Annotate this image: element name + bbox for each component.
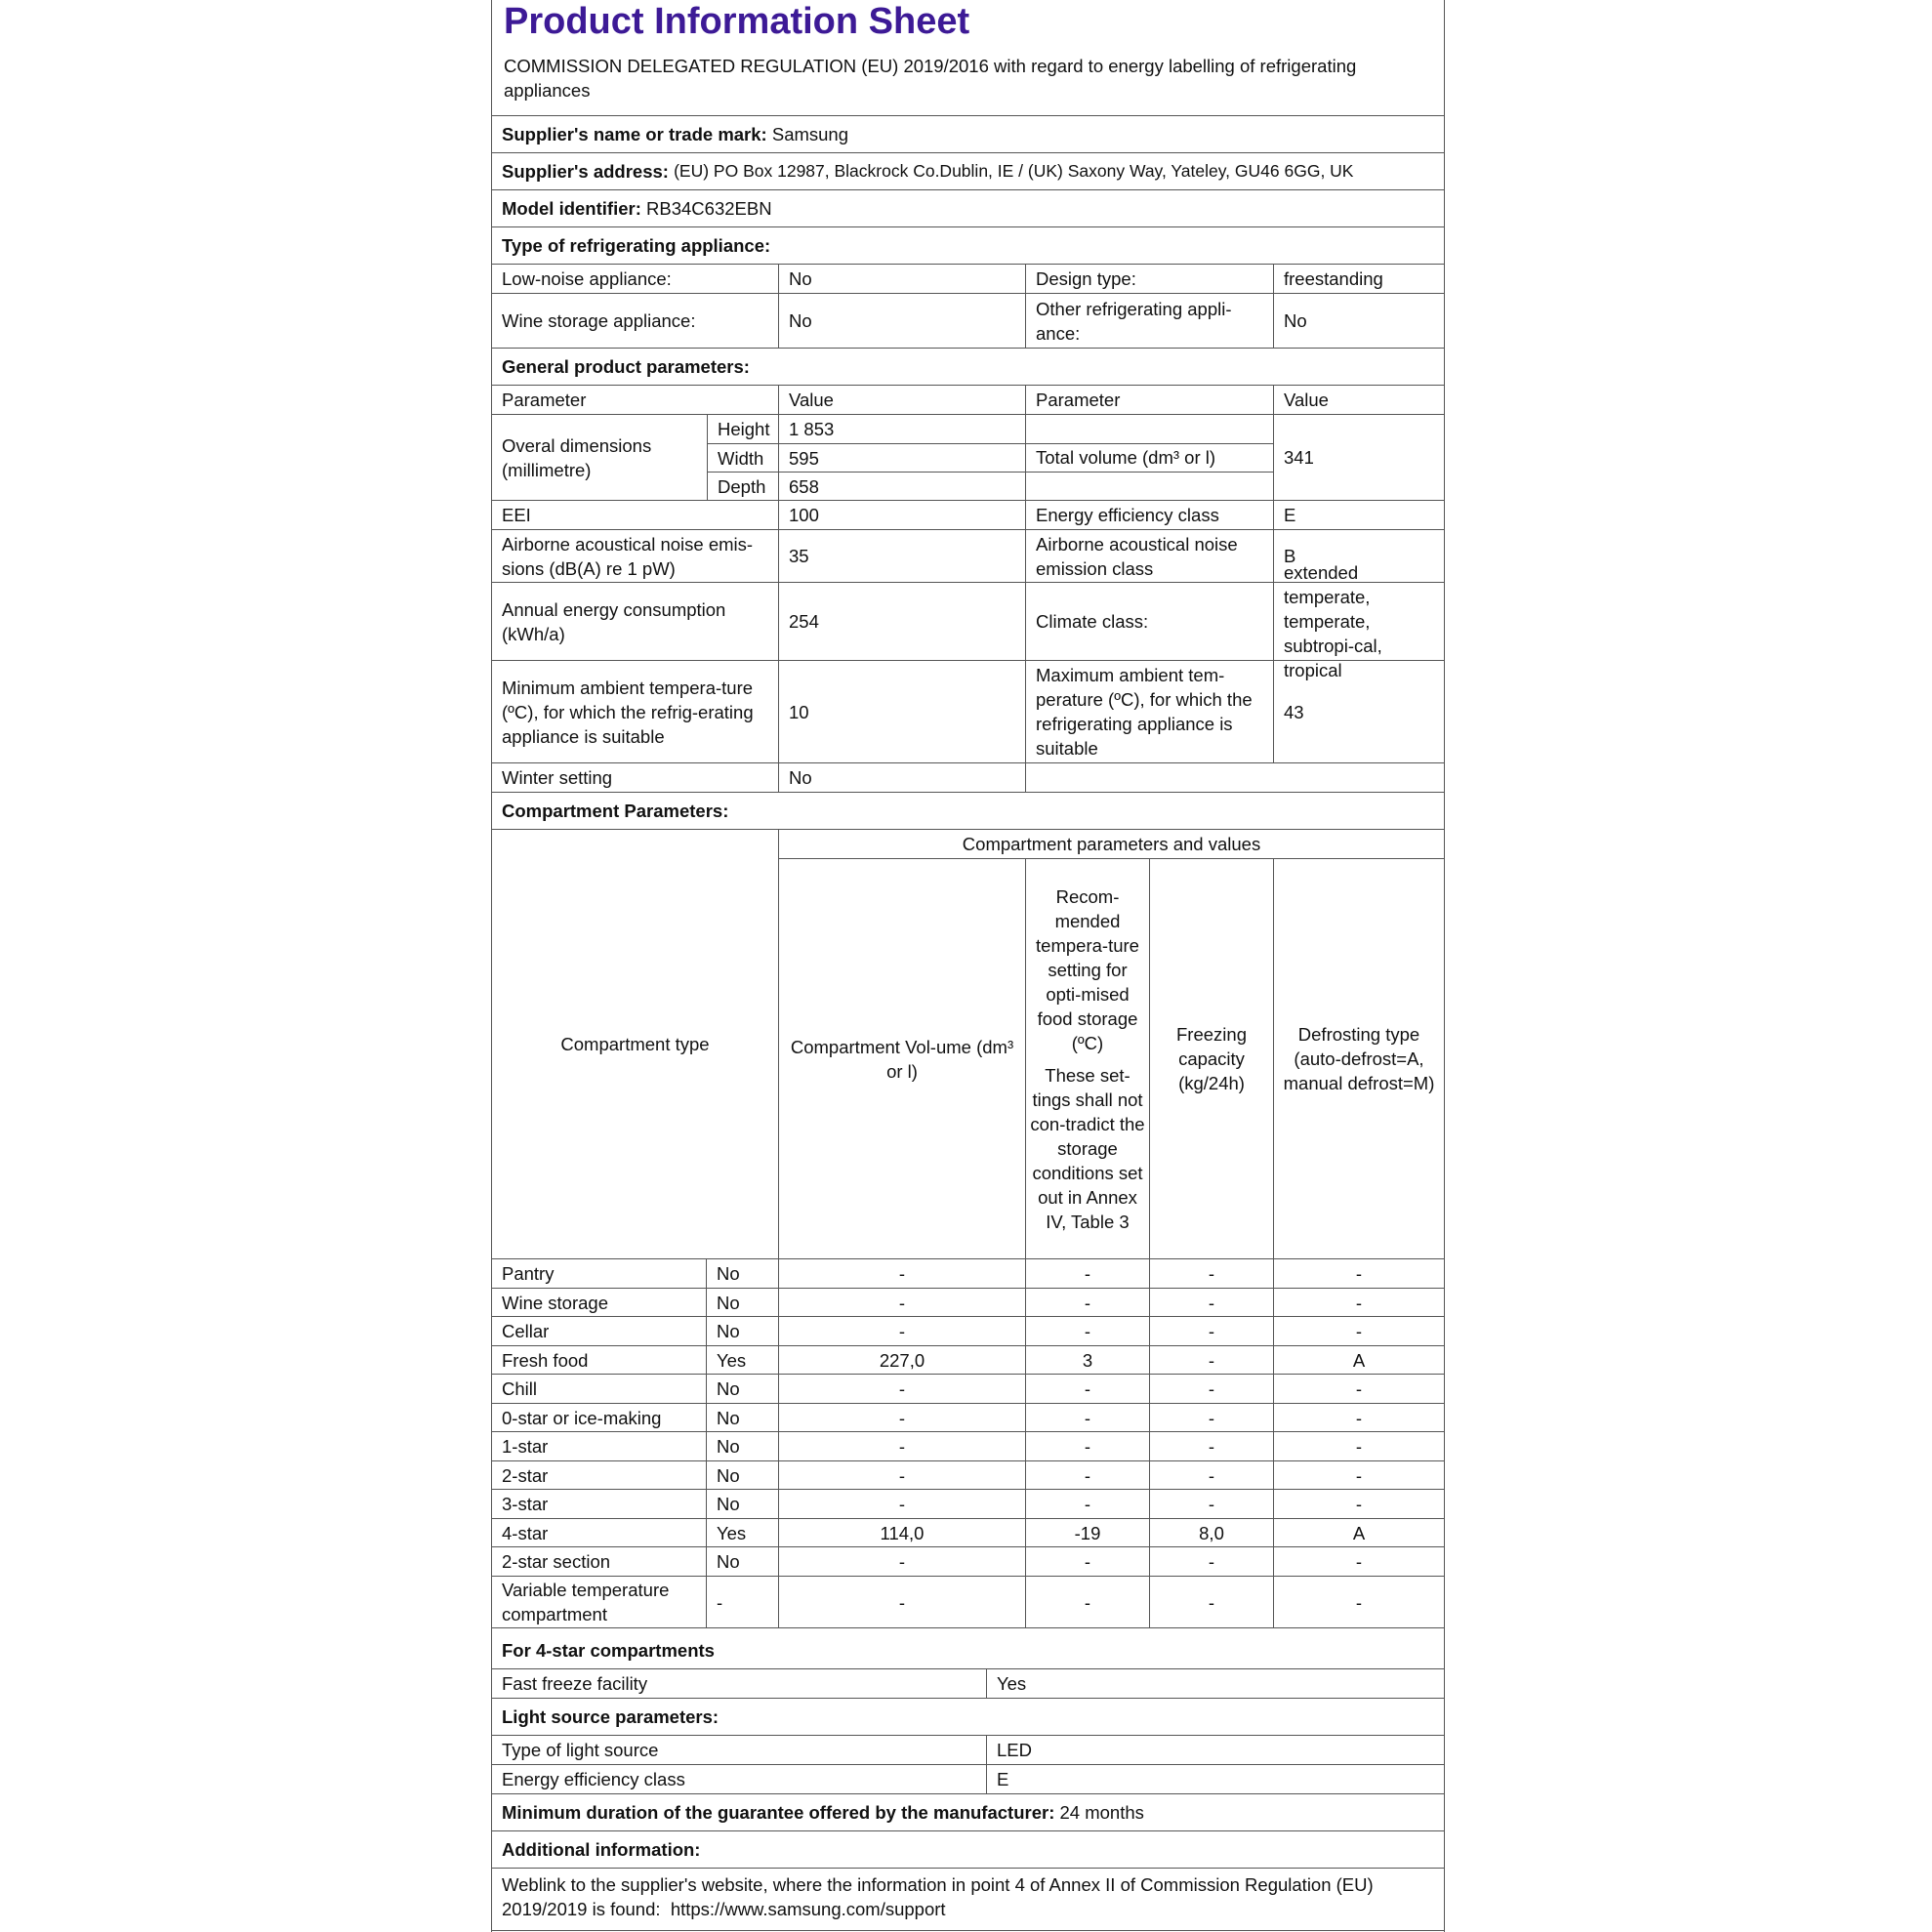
supplier-address-value: (EU) PO Box 12987, Blackrock Co.Dublin, IE / (UK) Saxony Way, Yateley, GU46 6GG, UK xyxy=(674,161,1354,181)
additional-heading-row xyxy=(492,1831,1444,1869)
compartment-defrost: - xyxy=(1273,1432,1444,1460)
compartment-volume: - xyxy=(778,1490,1025,1518)
compartment-name: 4-star xyxy=(502,1522,549,1543)
type-row-1 xyxy=(492,265,1444,294)
light-class-label: Energy efficiency class xyxy=(502,1769,685,1789)
parameter-header: Parameter xyxy=(502,390,587,410)
dimensions-label: Overal dimensions (millimetre) xyxy=(502,434,652,480)
compartment-name: Cellar xyxy=(502,1321,550,1341)
compartment-name: Fresh food xyxy=(502,1349,589,1371)
recommended-temp-header-text: Recom-mended tempera-ture setting for opti-mised food storage (ºC) xyxy=(1036,885,1139,1053)
light-heading: Light source parameters: xyxy=(502,1706,719,1727)
compartment-name: 2-star xyxy=(502,1464,549,1486)
depth-label: Depth xyxy=(707,473,778,501)
compartment-row xyxy=(492,1577,1444,1628)
compartment-row xyxy=(492,1289,1444,1317)
model-row xyxy=(492,190,1444,227)
supplier-name-value: Samsung xyxy=(771,124,849,144)
annual-energy-label: Annual energy consumption (kWh/a) xyxy=(502,598,726,644)
winter-setting-label: Winter setting xyxy=(502,767,613,788)
parameter-header-2: Parameter xyxy=(1025,386,1273,414)
compartment-name: 3-star xyxy=(502,1494,549,1514)
total-volume-value: 341 xyxy=(1273,415,1444,500)
compartment-volume: - xyxy=(778,1547,1025,1576)
regulation-text: COMMISSION DELEGATED REGULATION (EU) 2019/2016 with regard to energy labelling of refrigerating appliances xyxy=(504,56,1357,101)
max-ambient-temp-value: 43 xyxy=(1273,661,1444,762)
recommended-temp-header xyxy=(1025,859,1149,1258)
width-value: 595 xyxy=(778,444,1025,472)
compartment-temp: - xyxy=(1025,1375,1149,1403)
climate-class-label: Climate class: xyxy=(1025,583,1273,660)
height-value: 1 853 xyxy=(778,415,1025,443)
compartment-volume: - xyxy=(778,1461,1025,1489)
compartment-temp: - xyxy=(1025,1259,1149,1288)
low-noise-value: No xyxy=(778,265,1025,293)
general-heading: General product parameters: xyxy=(502,356,750,377)
fast-freeze-value: Yes xyxy=(986,1669,1444,1698)
compartment-header xyxy=(492,830,1444,1259)
weblink-row xyxy=(492,1869,1444,1931)
min-ambient-temp-label: Minimum ambient tempera-ture (ºC), for which the refrig-erating appliance is suitable xyxy=(502,677,754,747)
compartment-temp: - xyxy=(1025,1289,1149,1316)
climate-class-value: extended temperate, temperate, subtropi-cal, tropical xyxy=(1273,583,1444,660)
compartment-freezing: - xyxy=(1149,1317,1273,1345)
noise-class-label: Airborne acoustical noise emission class xyxy=(1025,530,1273,582)
compartment-name: Pantry xyxy=(502,1263,555,1284)
compartment-volume: 227,0 xyxy=(778,1346,1025,1374)
compartment-present: No xyxy=(706,1490,778,1518)
compartment-temp: - xyxy=(1025,1461,1149,1489)
compartment-volume: - xyxy=(778,1432,1025,1460)
type-row-2 xyxy=(492,294,1444,349)
compartment-present: No xyxy=(706,1432,778,1460)
annual-energy-value: 254 xyxy=(778,583,1025,660)
compartment-defrost: - xyxy=(1273,1461,1444,1489)
four-star-heading: For 4-star compartments xyxy=(502,1640,715,1661)
four-star-heading-row xyxy=(492,1632,1444,1669)
compartment-defrost: - xyxy=(1273,1317,1444,1345)
compartment-temp: - xyxy=(1025,1490,1149,1518)
compartment-row xyxy=(492,1519,1444,1547)
compartment-defrost: A xyxy=(1273,1519,1444,1546)
compartment-freezing: - xyxy=(1149,1404,1273,1431)
guarantee-row xyxy=(492,1794,1444,1831)
ambient-temp-row xyxy=(492,661,1444,763)
compartment-defrost: - xyxy=(1273,1289,1444,1316)
fast-freeze-label: Fast freeze facility xyxy=(502,1673,648,1694)
compartment-volume-header: Compartment Vol-ume (dm³ or l) xyxy=(778,859,1025,1258)
compartment-defrost: A xyxy=(1273,1346,1444,1374)
compartment-present: No xyxy=(706,1375,778,1403)
light-class-value: E xyxy=(986,1765,1444,1793)
low-noise-label: Low-noise appliance: xyxy=(502,268,672,289)
supplier-name-label: Supplier's name or trade mark: xyxy=(502,124,767,144)
dimensions-block xyxy=(492,415,1444,501)
compartment-row xyxy=(492,1432,1444,1461)
compartment-row xyxy=(492,1317,1444,1346)
guarantee-label: Minimum duration of the guarantee offered by the manufacturer: xyxy=(502,1802,1055,1823)
supplier-name-row xyxy=(492,116,1444,153)
energy-class-label: Energy efficiency class xyxy=(1025,501,1273,529)
compartment-defrost: - xyxy=(1273,1547,1444,1576)
design-type-value: freestanding xyxy=(1273,265,1444,293)
light-type-label: Type of light source xyxy=(502,1740,659,1760)
compartment-present: Yes xyxy=(706,1346,778,1374)
energy-class-value: E xyxy=(1273,501,1444,529)
compartment-freezing: - xyxy=(1149,1346,1273,1374)
other-appliance-value: No xyxy=(1273,294,1444,348)
width-label: Width xyxy=(707,444,778,472)
winter-setting-empty xyxy=(1025,763,1444,792)
compartment-present: No xyxy=(706,1404,778,1431)
compartment-name: Wine storage xyxy=(502,1292,608,1313)
min-ambient-temp-value: 10 xyxy=(778,661,1025,762)
freezing-capacity-header: Freezing capacity (kg/24h) xyxy=(1149,859,1273,1258)
defrost-type-header: Defrosting type (auto-defrost=A, manual defrost=M) xyxy=(1273,859,1444,1258)
compartment-temp: - xyxy=(1025,1404,1149,1431)
compartment-row xyxy=(492,1547,1444,1577)
wine-storage-value: No xyxy=(778,294,1025,348)
compartment-temp: - xyxy=(1025,1432,1149,1460)
compartment-temp: - xyxy=(1025,1547,1149,1576)
light-class-row xyxy=(492,1765,1444,1794)
compartment-row xyxy=(492,1461,1444,1490)
compartment-volume: 114,0 xyxy=(778,1519,1025,1546)
model-value: RB34C632EBN xyxy=(646,198,772,219)
compartment-row xyxy=(492,1375,1444,1404)
compartment-row xyxy=(492,1404,1444,1432)
eei-value: 100 xyxy=(778,501,1025,529)
general-header-row xyxy=(492,386,1444,415)
compartment-present: No xyxy=(706,1289,778,1316)
total-volume-label: Total volume (dm³ or l) xyxy=(1025,415,1273,500)
compartment-volume: - xyxy=(778,1317,1025,1345)
other-appliance-label: Other refrigerating appli-ance: xyxy=(1025,294,1273,348)
fast-freeze-row xyxy=(492,1669,1444,1699)
compartment-name: 0-star or ice-making xyxy=(502,1407,662,1428)
supplier-address-row xyxy=(492,153,1444,190)
compartment-type-header: Compartment type xyxy=(560,1034,710,1054)
noise-label: Airborne acoustical noise emis-sions (dB(A) re 1 pW) xyxy=(502,533,754,579)
noise-value: 35 xyxy=(778,530,1025,582)
compartment-row xyxy=(492,1490,1444,1519)
compartment-present: No xyxy=(706,1259,778,1288)
annual-energy-row xyxy=(492,562,1444,680)
noise-class-value: B xyxy=(1273,530,1444,582)
compartment-freezing: - xyxy=(1149,1490,1273,1518)
compartment-volume: - xyxy=(778,1289,1025,1316)
weblink-url[interactable]: https://www.samsung.com/support xyxy=(670,1899,946,1919)
type-heading-row xyxy=(492,227,1444,265)
value-header: Value xyxy=(778,386,1025,414)
height-label: Height xyxy=(707,415,778,443)
compartment-name: Variable temperature compartment xyxy=(502,1580,670,1624)
value-header-2: Value xyxy=(1273,386,1444,414)
wine-storage-label: Wine storage appliance: xyxy=(502,310,696,331)
design-type-label: Design type: xyxy=(1025,265,1273,293)
winter-setting-row xyxy=(492,763,1444,793)
compartment-freezing: - xyxy=(1149,1375,1273,1403)
weblink-text: Weblink to the supplier's website, where the information in point 4 of Annex II of Commission Regulation (EU) 2019/2019 is found: xyxy=(502,1874,1374,1919)
type-heading: Type of refrigerating appliance: xyxy=(502,235,771,256)
compartment-defrost: - xyxy=(1273,1404,1444,1431)
compartment-row xyxy=(492,1346,1444,1375)
compartment-group-header: Compartment parameters and values xyxy=(778,830,1444,859)
compartment-freezing: - xyxy=(1149,1461,1273,1489)
compartment-freezing: - xyxy=(1149,1432,1273,1460)
recommended-temp-header-note: These set-tings shall not con-tradict the storage conditions set out in Annex IV, Table 3 xyxy=(1030,1064,1145,1232)
compartment-volume: - xyxy=(778,1577,1025,1627)
sheet-header xyxy=(492,0,1444,116)
weblink-text-block xyxy=(502,1872,1424,1921)
additional-heading: Additional information: xyxy=(502,1839,701,1860)
compartment-present: - xyxy=(706,1577,778,1627)
compartment-freezing: 8,0 xyxy=(1149,1519,1273,1546)
compartment-defrost: - xyxy=(1273,1577,1444,1627)
compartment-present: No xyxy=(706,1461,778,1489)
light-type-row xyxy=(492,1736,1444,1765)
compartment-defrost: - xyxy=(1273,1490,1444,1518)
compartment-present: No xyxy=(706,1317,778,1345)
compartment-row xyxy=(492,1259,1444,1289)
compartment-freezing: - xyxy=(1149,1547,1273,1576)
compartment-defrost: - xyxy=(1273,1375,1444,1403)
eei-label: EEI xyxy=(502,505,531,525)
supplier-address-label: Supplier's address: xyxy=(502,161,669,182)
compartment-name: 1-star xyxy=(502,1436,549,1457)
compartment-volume: - xyxy=(778,1404,1025,1431)
compartment-volume: - xyxy=(778,1375,1025,1403)
compartment-present: No xyxy=(706,1547,778,1576)
depth-value: 658 xyxy=(778,473,1025,501)
compartment-name: 2-star section xyxy=(502,1551,611,1572)
light-heading-row xyxy=(492,1699,1444,1736)
compartment-temp: - xyxy=(1025,1317,1149,1345)
compartment-heading-row xyxy=(492,793,1444,830)
compartment-volume: - xyxy=(778,1259,1025,1288)
compartment-defrost: - xyxy=(1273,1259,1444,1288)
eei-row xyxy=(492,501,1444,530)
page-title: Product Information Sheet xyxy=(504,1,970,42)
guarantee-value: 24 months xyxy=(1059,1802,1144,1823)
compartment-freezing: - xyxy=(1149,1577,1273,1627)
max-ambient-temp-label: Maximum ambient tem-perature (ºC), for which the refrigerating appliance is suitable xyxy=(1025,661,1273,762)
compartment-freezing: - xyxy=(1149,1289,1273,1316)
compartment-name: Chill xyxy=(502,1378,537,1399)
light-type-value: LED xyxy=(986,1736,1444,1764)
compartment-temp: -19 xyxy=(1025,1519,1149,1546)
compartment-freezing: - xyxy=(1149,1259,1273,1288)
general-heading-row xyxy=(492,349,1444,386)
compartment-heading: Compartment Parameters: xyxy=(502,801,729,821)
product-information-sheet xyxy=(491,0,1445,1932)
model-label: Model identifier: xyxy=(502,198,641,219)
compartment-present: Yes xyxy=(706,1519,778,1546)
compartment-temp: 3 xyxy=(1025,1346,1149,1374)
compartment-temp: - xyxy=(1025,1577,1149,1627)
winter-setting-value: No xyxy=(778,763,1025,792)
